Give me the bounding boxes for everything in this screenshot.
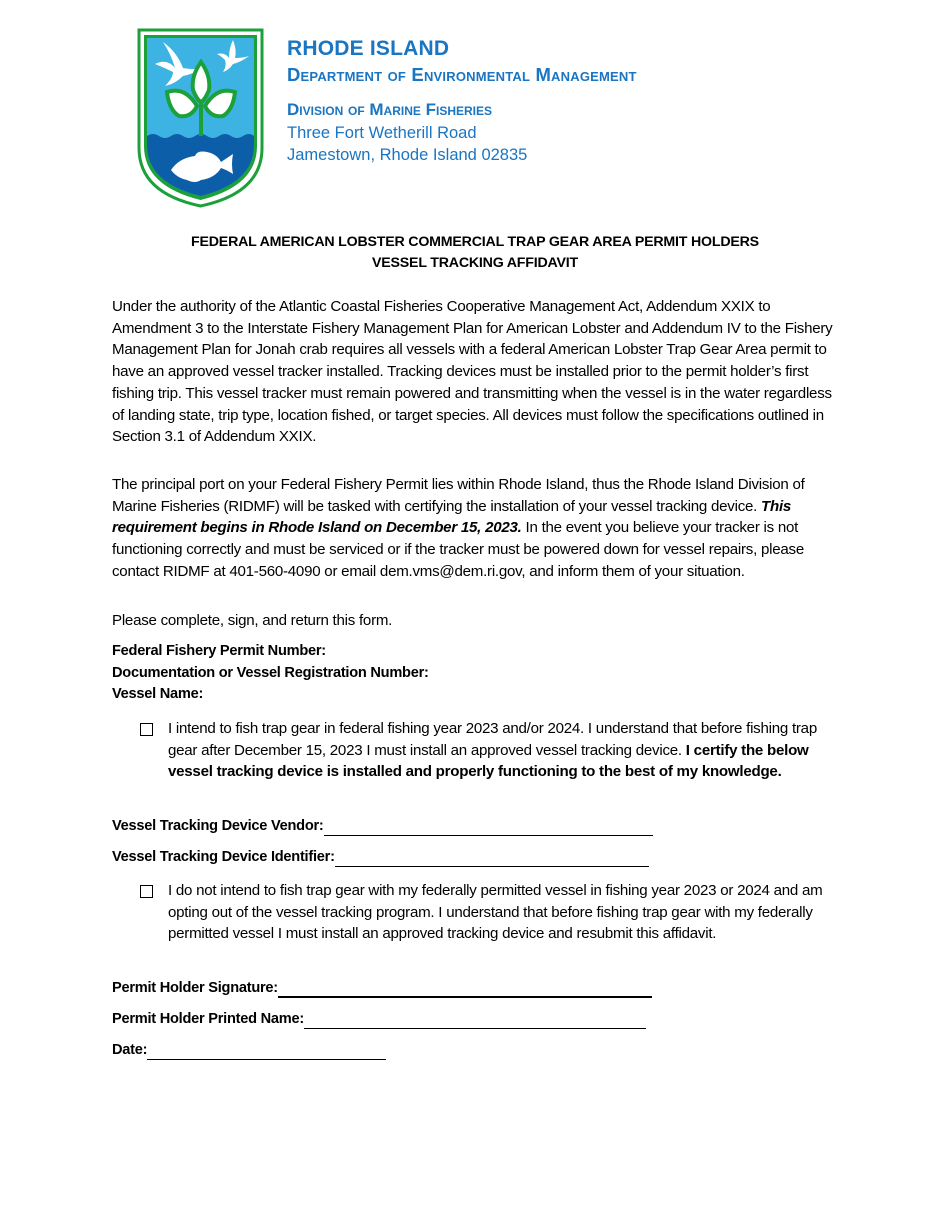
principal-port-paragraph xyxy=(112,474,842,583)
opt-in-option xyxy=(140,718,845,783)
paragraph-text: In the event you believe your tracker is not functioning correctly and must be serviced or if the tracker must be powered down for vessel repairs, please contact RIDMF at 401-560-4090 or email dem.vms@dem.ri.gov, and inform them of your situation. xyxy=(112,519,804,580)
signature-label: Permit Holder Signature: xyxy=(112,980,278,996)
opt-out-text: I do not intend to fish trap gear with my federally permitted vessel in fishing year 2023 or 2024 and am opting out of the vessel tracking program. I understand that before fishing trap gear with my federally permitted vessel I must install an approved tracking device and resubmit this affidavit. xyxy=(168,882,823,943)
identifier-field xyxy=(112,847,649,867)
department-name: Department of Environmental Management xyxy=(287,64,637,85)
vessel-info-fields xyxy=(112,641,429,706)
opt-out-checkbox[interactable] xyxy=(140,885,153,898)
printed-name-field xyxy=(112,1009,646,1029)
printed-name-input[interactable] xyxy=(304,1012,646,1029)
address-line-1: Three Fort Wetherill Road xyxy=(287,124,477,142)
ri-dem-logo xyxy=(137,28,264,208)
opt-out-option xyxy=(140,880,845,945)
vessel-name-label: Vessel Name: xyxy=(112,686,204,702)
printed-name-label: Permit Holder Printed Name: xyxy=(112,1011,304,1027)
paragraph-text: The principal port on your Federal Fishery Permit lies within Rhode Island, thus the Rhode Island Division of Marine Fisheries (RIDMF) will be tasked with certifying the installation of your vessel tracking device. xyxy=(112,476,805,515)
date-label: Date: xyxy=(112,1042,148,1058)
permit-number-label: Federal Fishery Permit Number: xyxy=(112,643,326,659)
authority-paragraph: Under the authority of the Atlantic Coastal Fisheries Cooperative Management Act, Addendum XXIX to Amendment 3 to the Interstate Fishery Management Plan for American Lobster and Addendum IV to the Fishery Management Plan for Jonah crab requires all vessels with a federal American Lobster Trap Gear Area permit to have an approved vessel tracker installed. Tracking devices must be installed prior to the permit holder’s first fishing trip. This vessel tracker must remain powered and transmitting when the vessel is in the water regardless of landing state, trip type, location fished, or target species. All devices must follow the specifications outlined in Section 3.1 of Addendum XXIX. xyxy=(112,298,833,446)
opt-in-certification: I certify the below vessel tracking device is installed and properly functioning to the best of my knowledge. xyxy=(168,741,809,781)
signature-field xyxy=(112,978,652,998)
agency-header xyxy=(287,36,637,166)
opt-in-checkbox[interactable] xyxy=(140,723,153,736)
vendor-label: Vessel Tracking Device Vendor: xyxy=(112,818,324,834)
requirement-date-emphasis: This requirement begins in Rhode Island on December 15, 2023. xyxy=(112,497,792,537)
date-field xyxy=(112,1040,386,1060)
opt-in-statement: I intend to fish trap gear in federal fishing year 2023 and/or 2024. I understand that before fishing trap gear after December 15, 2023 I must install an approved vessel tracking device. xyxy=(168,720,817,759)
vendor-input[interactable] xyxy=(324,819,653,836)
signature-input[interactable] xyxy=(278,980,652,998)
division-name: Division of Marine Fisheries xyxy=(287,100,493,119)
title-line-2: VESSEL TRACKING AFFIDAVIT xyxy=(372,255,578,271)
identifier-input[interactable] xyxy=(335,850,649,867)
identifier-label: Vessel Tracking Device Identifier: xyxy=(112,849,335,865)
state-name: RHODE ISLAND xyxy=(287,37,450,60)
document-title xyxy=(0,232,950,274)
registration-number-label: Documentation or Vessel Registration Number: xyxy=(112,664,429,681)
instructions-paragraph: Please complete, sign, and return this form. xyxy=(112,612,393,629)
opt-in-text xyxy=(168,718,845,783)
address-line-2: Jamestown, Rhode Island 02835 xyxy=(287,146,528,164)
shield-logo-icon xyxy=(137,28,264,208)
date-input[interactable] xyxy=(147,1043,386,1060)
title-line-1: FEDERAL AMERICAN LOBSTER COMMERCIAL TRAP GEAR AREA PERMIT HOLDERS xyxy=(191,234,759,250)
vendor-field xyxy=(112,816,653,836)
